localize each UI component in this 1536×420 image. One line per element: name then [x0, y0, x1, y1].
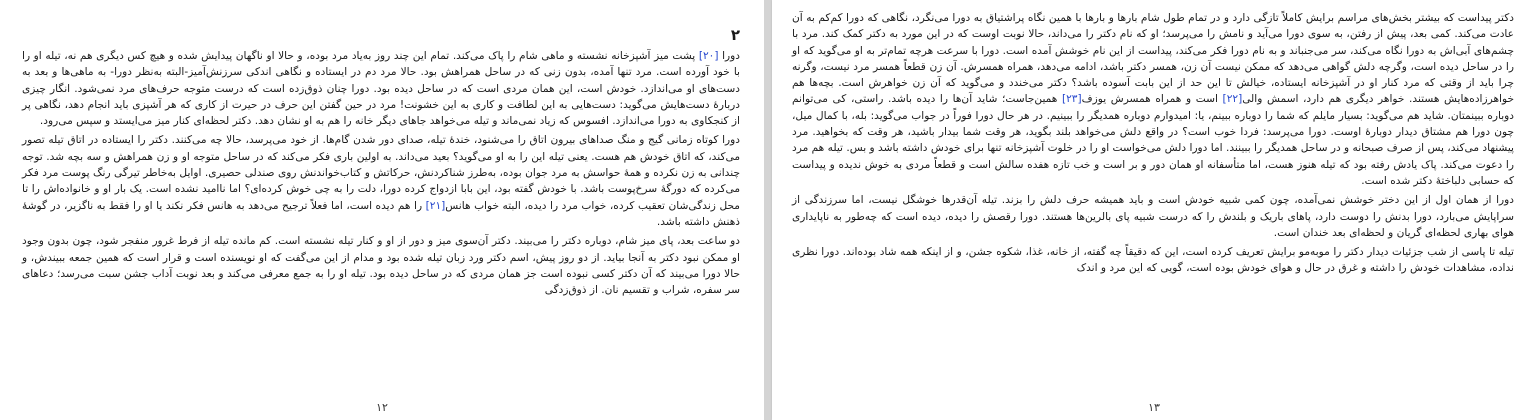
paragraph-text: دورا	[718, 50, 740, 62]
left-page	[0, 0, 764, 420]
paragraph	[22, 233, 740, 298]
footnote-link[interactable]: [۲۳]	[1061, 93, 1082, 106]
paragraph-text: دورا کوتاه زمانی گیج و منگ صداهای بیرون اتاق را می‌شنود، خندهٔ تیله، صدای دور شدن گام‌ها. از خود می‌پرسد، حالا چه می‌کنند. دکتر را ایستاده در اتاق تیله تصور می‌کند، که اتاق خودش هم هست. یعنی تیله این را به او می‌گوید؟ بعید می‌داند. به اولین باری فکر می‌کند که در ساحل متوجه او و زن همراهش و سه بچه شد. توجه چندانی به زن نکرده و همهٔ حواسش به مرد جوان بوده، به‌طرز شناکردنش، حرکاتش و کتاب‌خواندنش روی صندلی حصیری. اوایل به‌خاطر تیرگی رنگ پوست مرد فکر می‌کرده که دورگهٔ سرخ‌پوست باشد. با خودش گفته بود، این بابا ازدواج کرده دورا، دلت را به چی خوش کرده‌ای؟ اما ناامید نشده است. یک بار او و خانواده‌اش را تا محل زندگی‌شان تعقیب کرده، خواب مرد را دیده، البته خواب هانس	[22, 134, 740, 212]
paragraph-text: تیله تا پاسی از شب جزئیات دیدار دکتر را موبه‌مو برایش تعریف کرده است، این که دقیقاً چه گفته، از خانه، غذا، شکوه جشن، و از اینکه همه شاد بوده‌اند. دورا نظری نداده، مشاهدات خودش را داشته و غرق در حال و هوای خودش بوده است، گویی که این مرد و اندک	[792, 246, 1514, 275]
footnote-link[interactable]: [۲۱]	[425, 199, 446, 212]
paragraph	[22, 132, 740, 230]
book-gutter	[764, 0, 772, 420]
paragraph-text: دورا از همان اول از این دختر خوشش نمی‌آمده، چون کمی شبیه خودش است و باید همیشه حرف دلش را بزند. تیله آن‌قدرها خوشگل نیست، اما سرزندگی از سراپایش می‌بارد، دورا بدنش را دوست دارد، پاهای باریک و بلندش را که درست شبیه پای بالرین‌ها هستند. دورا رقصش را دیده، دیده است که چه‌طور به ناپایداری هوای بهاری لحظه‌ای گریان و لحظه‌ای بعد خندان است.	[792, 194, 1514, 239]
paragraph-text: را هم دیده است، اما فعلاً ترجیح می‌دهد به هانس فکر نکند یا او را فقط به ناگزیر، در گوشهٔ ذهنش داشته باشد.	[22, 199, 740, 228]
paragraph-text: است و همراه همسرش یوزف	[1081, 93, 1223, 106]
paragraph-text: دکتر پیداست که بیشتر بخش‌های مراسم برایش کاملاً تازگی دارد و در تمام طول شام بارها و بارها با همین نگاه پراشتیاق به دورا می‌نگرد، نگاهی که دورا کم‌کم به آن عادت می‌کند. کمی بعد، پیش از رفتن، به سوی دورا می‌آید و نامش را می‌پرسد؛ او که نام دکتر را می‌داند، حالا نوبت اوست که در این مورد به دکتر کمک کند. مرد با چشم‌های آبی‌اش به دورا نگاه می‌کند، سر می‌جنباند و به نام دورا فکر می‌کند، پیداست از این نام خوشش آمده است. دورا با سرعت هرچه تمام‌تر به او می‌گوید که او را در ساحل دیده است، وگرچه دلش گواهی می‌دهد که ممکن نیست آن زن، همسر دکتر باشد، ادامه می‌دهد، همراه همسرش. آن زن قطعاً همسر مرد نیست، وگرنه چرا باید از وقتی که مرد کنار او در آشپزخانه ایستاده، خیالش تا این حد از این بابت آسوده باشد؟ دکتر می‌خندد و می‌گوید که آن زن خواهرش است. بچه‌ها هم خواهرزاده‌هایش هستند. خواهر دیگری هم دارد، اسمش والی	[792, 12, 1515, 106]
paragraph-text: پشت میز آشپزخانه نشسته و ماهی شام را پاک می‌کند. تمام این چند روز به‌یاد مرد بوده، و حالا او ناگهان پیدایش شده و هیچ کس دیگری هم نه، تیله او را با خود آورده است. مرد تنها آمده، بدون زنی که در ساحل همراهش بود. حالا مرد دم در ایستاده و نگاهی اندکی سرزنش‌آمیز-البته به‌نظر دورا- به ماهی‌ها و بعد به دست‌های او می‌اندازد. خودش است، این همان مردی است که در ساحل دیده بود. دورا چنان ذوق‌زده است که درست متوجه حرف‌های مرد نمی‌شود. انگار چیزی دربارهٔ دست‌هایش می‌گوید: دست‌هایی به این لطافت و کاری به این خشونت! مرد در حین گفتن این حرف در حیرت از کاری که هر آشپزی باید انجام دهد، نگاهی پر از کنجکاوی به دورا می‌اندازد. افسوس که زیاد نمی‌ماند و تیله می‌خواهد جاهای دیگر خانه را هم به او نشان دهد. دکتر لحظه‌ای کنار میز می‌ایستد و سپس می‌رود.	[22, 50, 740, 128]
page-number: ۱۲	[376, 401, 388, 414]
paragraph-text: همین‌جاست؛ شاید آن‌ها را دیده باشد. راستی، کی می‌توانم دوباره ببینمتان. شاید هم می‌گوید: بسیار مایلم که شما را دوباره ببینم، یا: امیدوارم دوباره همدیگر را ببینیم. در هر حال دورا فوراً در جواب می‌گوید: بله، با کمال میل، چون دورا هم مشتاق دیدار دوبارهٔ اوست. دورا می‌پرسد: فردا خوب است؟ در واقع دلش می‌خواهد بلند بگوید، هر وقت شما بیدار باشید، هر وقت که بخواهید. مرد پیشنهاد می‌کند، پس از صرف صبحانه و در ساحل همدیگر را ببینند. اما دورا دلش می‌خواست او را در خلوت آشپزخانه تنها برای خودش داشته باشد و بس. تیله هم مرد را دعوت می‌کند. پاک یادش رفته بود که تیله هنوز هست، اما متأسفانه او همان دور و بر است و خب تازه هفده سالش است و قطعاً مردی به خوش ندیده و پیداست که حسابی دلباختهٔ دکتر شده است.	[792, 93, 1514, 187]
paragraph	[22, 48, 740, 129]
chapter-number: ۲	[730, 26, 740, 44]
footnote-link[interactable]: [۲۰]	[698, 50, 719, 62]
footnote-link[interactable]: [۲۲]	[1222, 93, 1243, 106]
paragraph-text: دو ساعت بعد، پای میز شام، دوباره دکتر را می‌بیند. دکتر آن‌سوی میز و دور از او و کنار تیله نشسته است. کم مانده تیله از فرط غرور منفجر شود، چون بدون وجود او ممکن نبود دکتر به آنجا بیاید. از دو روز پیش، اسم دکتر ورد زبان تیله شده بود و مدام از این می‌گفت که او نویسنده است و قرار است که همین جمعه ببیندش، و حالا دورا می‌بیند که آن دکتر کسی نبوده است جز همان مردی که در ساحل دیده بود. تیله او را به جمع معرفی می‌کند و بعد نوبت آداب جشن سبت می‌رسد؛ دعاهای سر سفره، شراب و تقسیم نان. از ذوق‌زدگی	[22, 235, 740, 297]
paragraph	[792, 192, 1514, 241]
page-number: ۱۳	[1148, 401, 1160, 414]
right-page	[772, 0, 1536, 420]
paragraph	[792, 244, 1514, 277]
paragraph	[792, 10, 1514, 189]
